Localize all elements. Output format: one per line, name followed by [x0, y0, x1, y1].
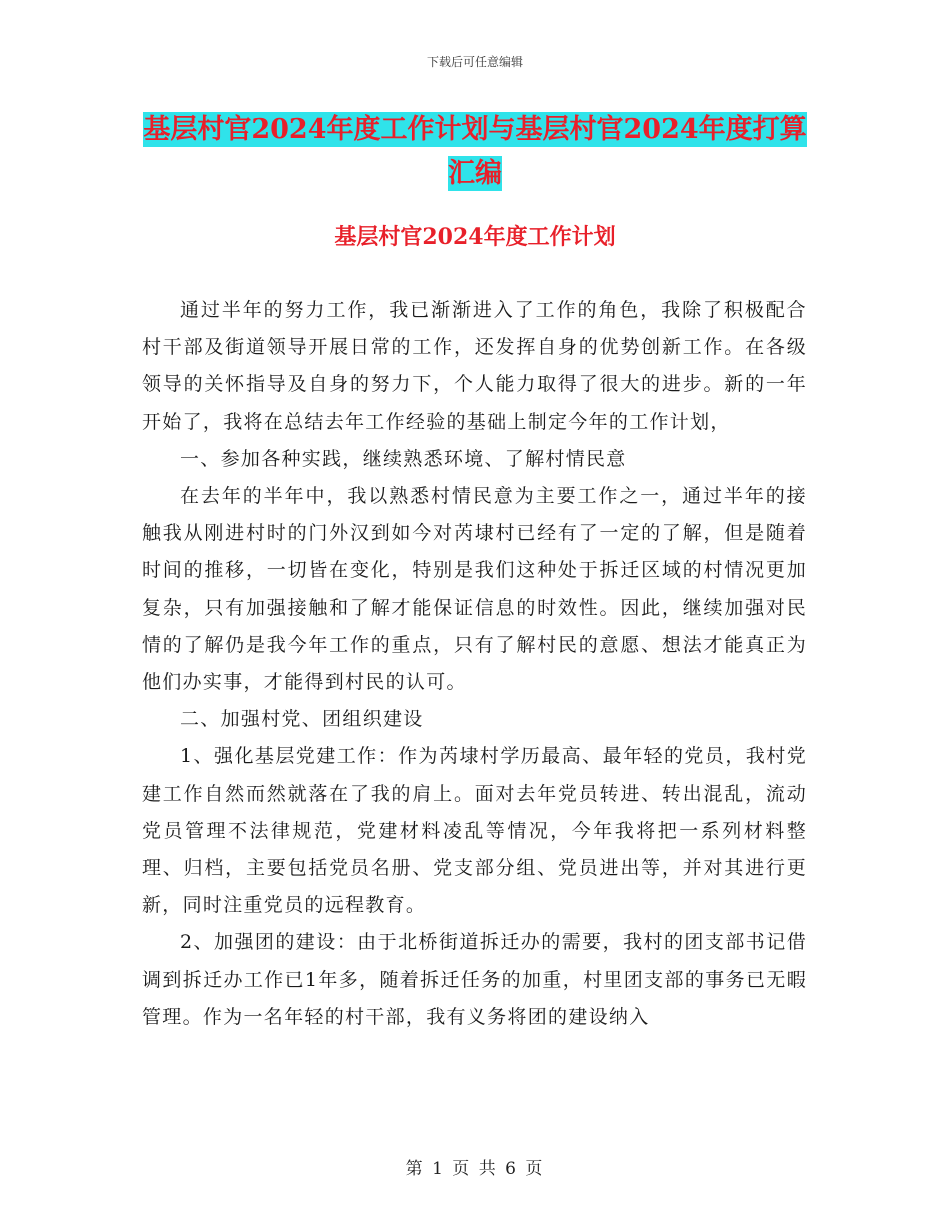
paragraph: 一、参加各种实践，继续熟悉环境、了解村情民意	[180, 447, 627, 470]
page-footer: 第 1 页 共 6 页	[405, 1159, 545, 1179]
paragraph: 1、强化基层党建工作：作为芮埭村学历最高、最年轻的党员，我村党建工作自然而然就落在了我的肩上。面对去年党员转进、转出混乱，流动党员管理不法律规范，党建材料凌乱等情况，今年我将把一系列材料整理、归档，主要包括党员名册、党支部分组、党员进出等，并对其进行更新，同时注重党员的远程教育。	[142, 745, 807, 917]
body-text	[142, 292, 807, 1036]
paragraph: 在去年的半年中，我以熟悉村情民意为主要工作之一，通过半年的接触我从刚进村时的门外汉到如今对芮埭村已经有了一定的了解，但是随着时间的推移，一切皆在变化，特别是我们这种处于拆迁区域的村情况更加复杂，只有加强接触和了解才能保证信息的时效性。因此，继续加强对民情的了解仍是我今年工作的重点，只有了解村民的意愿、想法才能真正为他们办实事，才能得到村民的认可。	[142, 485, 807, 694]
section-title: 基层村官2024年度工作计划	[334, 224, 616, 250]
document-title	[140, 108, 810, 196]
paragraph: 二、加强村党、团组织建设	[180, 708, 424, 731]
paragraph: 通过半年的努力工作，我已渐渐进入了工作的角色，我除了积极配合村干部及街道领导开展日常的工作，还发挥自身的优势创新工作。在各级领导的关怀指导及自身的努力下，个人能力取得了很大的进步。新的一年开始了，我将在总结去年工作经验的基础上制定今年的工作计划，	[142, 299, 807, 433]
document-title-text: 基层村官2024年度工作计划与基层村官2024年度打算汇编	[143, 114, 807, 189]
header-note: 下载后可任意编辑	[426, 55, 523, 69]
paragraph: 2、加强团的建设：由于北桥街道拆迁办的需要，我村的团支部书记借调到拆迁办工作已1年多，随着拆迁任务的加重，村里团支部的事务已无暇管理。作为一名年轻的村干部，我有义务将团的建设纳入	[142, 931, 807, 1028]
